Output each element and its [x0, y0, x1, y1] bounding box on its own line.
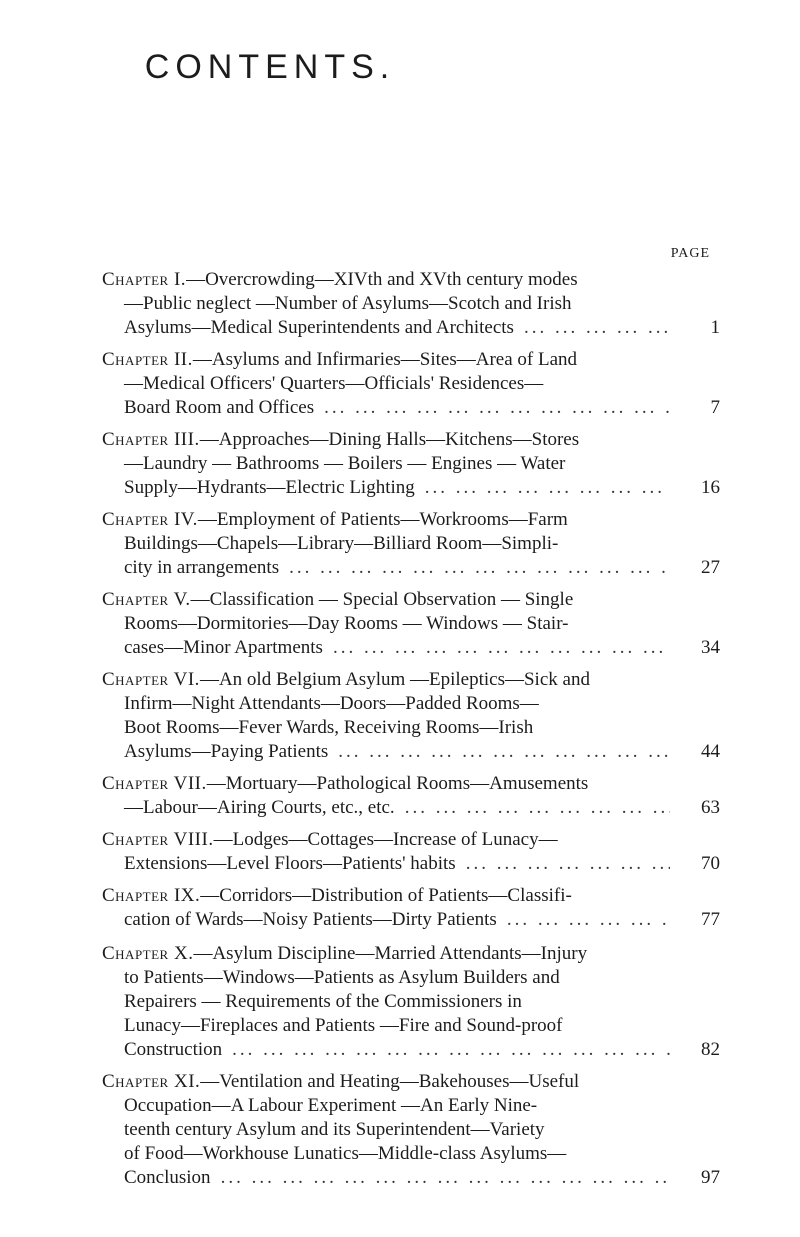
toc-entry-chapter-8: [102, 828, 720, 876]
chapter-text: —Labour—Airing Courts, etc., etc.: [124, 797, 395, 818]
chapter-text: —Public neglect —Number of Asylums—Scotch and Irish: [124, 293, 572, 314]
page-number: 63: [701, 797, 720, 818]
chapter-text: Rooms—Dormitories—Day Rooms — Windows — Stair-: [124, 613, 569, 634]
chapter-text: Extensions—Level Floors—Patients' habits: [124, 853, 456, 874]
chapter-text: —Ventilation and Heating—Bakehouses—Useful: [200, 1071, 580, 1092]
chapter-text: —Classification — Special Observation — Single: [190, 589, 574, 610]
chapter-label: Chapter VI.: [102, 669, 200, 690]
dot-leader: [405, 796, 670, 820]
chapter-text: —Laundry — Bathrooms — Boilers — Engines — Water: [124, 453, 566, 474]
page-number: 1: [710, 317, 720, 338]
toc-entry-chapter-7: [102, 772, 720, 820]
chapter-text: —Medical Officers' Quarters—Officials' Residences—: [124, 373, 544, 394]
page-number: 82: [701, 1039, 720, 1060]
dot-leader: [333, 636, 670, 660]
toc-entry-chapter-10: [102, 942, 720, 1062]
page-number: 97: [701, 1167, 720, 1188]
chapter-text: —Employment of Patients—Workrooms—Farm: [197, 509, 568, 530]
page-number: 27: [701, 557, 720, 578]
chapter-label: Chapter X.: [102, 943, 194, 964]
dot-leader: [524, 316, 670, 340]
chapter-text: Lunacy—Fireplaces and Patients —Fire and Sound-proof: [124, 1015, 563, 1036]
chapter-text: cation of Wards—Noisy Patients—Dirty Patients: [124, 909, 497, 930]
chapter-text: teenth century Asylum and its Superintendent—Variety: [124, 1119, 545, 1140]
page-number: 44: [701, 741, 720, 762]
chapter-text: Infirm—Night Attendants—Doors—Padded Rooms—: [124, 693, 539, 714]
chapter-text: —Approaches—Dining Halls—Kitchens—Stores: [199, 429, 580, 450]
chapter-text: Asylums—Paying Patients: [124, 741, 329, 762]
chapter-text: cases—Minor Apartments: [124, 637, 323, 658]
chapter-label: Chapter IV.: [102, 509, 198, 530]
page-number: 16: [701, 477, 720, 498]
chapter-label: Chapter III.: [102, 429, 200, 450]
chapter-text: Occupation—A Labour Experiment —An Early Nine-: [124, 1095, 538, 1116]
dot-leader: [289, 556, 670, 580]
dot-leader: [338, 740, 670, 764]
toc-entry-chapter-9: [102, 884, 720, 932]
page-column-label: PAGE: [670, 246, 710, 261]
chapter-text: of Food—Workhouse Lunatics—Middle-class Asylums—: [124, 1143, 567, 1164]
toc-entry-chapter-11: [102, 1070, 720, 1190]
chapter-text: Supply—Hydrants—Electric Lighting: [124, 477, 415, 498]
dot-leader: [232, 1038, 670, 1062]
dot-leader: [466, 852, 670, 876]
chapter-text: Board Room and Offices: [124, 397, 315, 418]
chapter-label: Chapter II.: [102, 349, 193, 370]
toc-entry-chapter-3: [102, 428, 720, 500]
toc-entry-chapter-4: [102, 508, 720, 580]
toc-entry-chapter-5: [102, 588, 720, 660]
chapter-label: Chapter IX.: [102, 885, 201, 906]
page-number: 77: [701, 909, 720, 930]
chapter-text: Buildings—Chapels—Library—Billiard Room—Simpli-: [124, 533, 559, 554]
chapter-text: —Overcrowding—XIVth and XVth century modes: [186, 269, 578, 290]
chapter-text: —Lodges—Cottages—Increase of Lunacy—: [213, 829, 558, 850]
chapter-text: —Asylums and Infirmaries—Sites—Area of Land: [192, 349, 578, 370]
page-number: 7: [710, 397, 720, 418]
page-number: 70: [701, 853, 720, 874]
chapter-text: —An old Belgium Asylum —Epileptics—Sick and: [199, 669, 590, 690]
page-number: 34: [701, 637, 720, 658]
chapter-text: Boot Rooms—Fever Wards, Receiving Rooms—Irish: [124, 717, 534, 738]
chapter-text: to Patients—Windows—Patients as Asylum Builders and: [124, 967, 560, 988]
toc-entry-chapter-1: [102, 268, 720, 340]
chapter-text: Conclusion: [124, 1167, 211, 1188]
chapter-label: Chapter I.: [102, 269, 187, 290]
dot-leader: [507, 908, 670, 932]
toc-entry-chapter-6: [102, 668, 720, 764]
chapter-text: —Mortuary—Pathological Rooms—Amusements: [206, 773, 589, 794]
page-title: CONTENTS.: [144, 48, 396, 86]
chapter-text: —Asylum Discipline—Married Attendants—Injury: [193, 943, 588, 964]
chapter-text: Construction: [124, 1039, 223, 1060]
chapter-label: Chapter V.: [102, 589, 191, 610]
chapter-text: —Corridors—Distribution of Patients—Classifi-: [200, 885, 572, 906]
chapter-label: Chapter XI.: [102, 1071, 201, 1092]
dot-leader: [324, 396, 670, 420]
chapter-text: Repairers — Requirements of the Commissioners in: [124, 991, 522, 1012]
chapter-label: Chapter VII.: [102, 773, 207, 794]
chapter-text: city in arrangements: [124, 557, 280, 578]
chapter-text: Asylums—Medical Superintendents and Architects: [124, 317, 514, 338]
dot-leader: [221, 1166, 670, 1190]
dot-leader: [425, 476, 670, 500]
toc-entry-chapter-2: [102, 348, 720, 420]
chapter-label: Chapter VIII.: [102, 829, 214, 850]
